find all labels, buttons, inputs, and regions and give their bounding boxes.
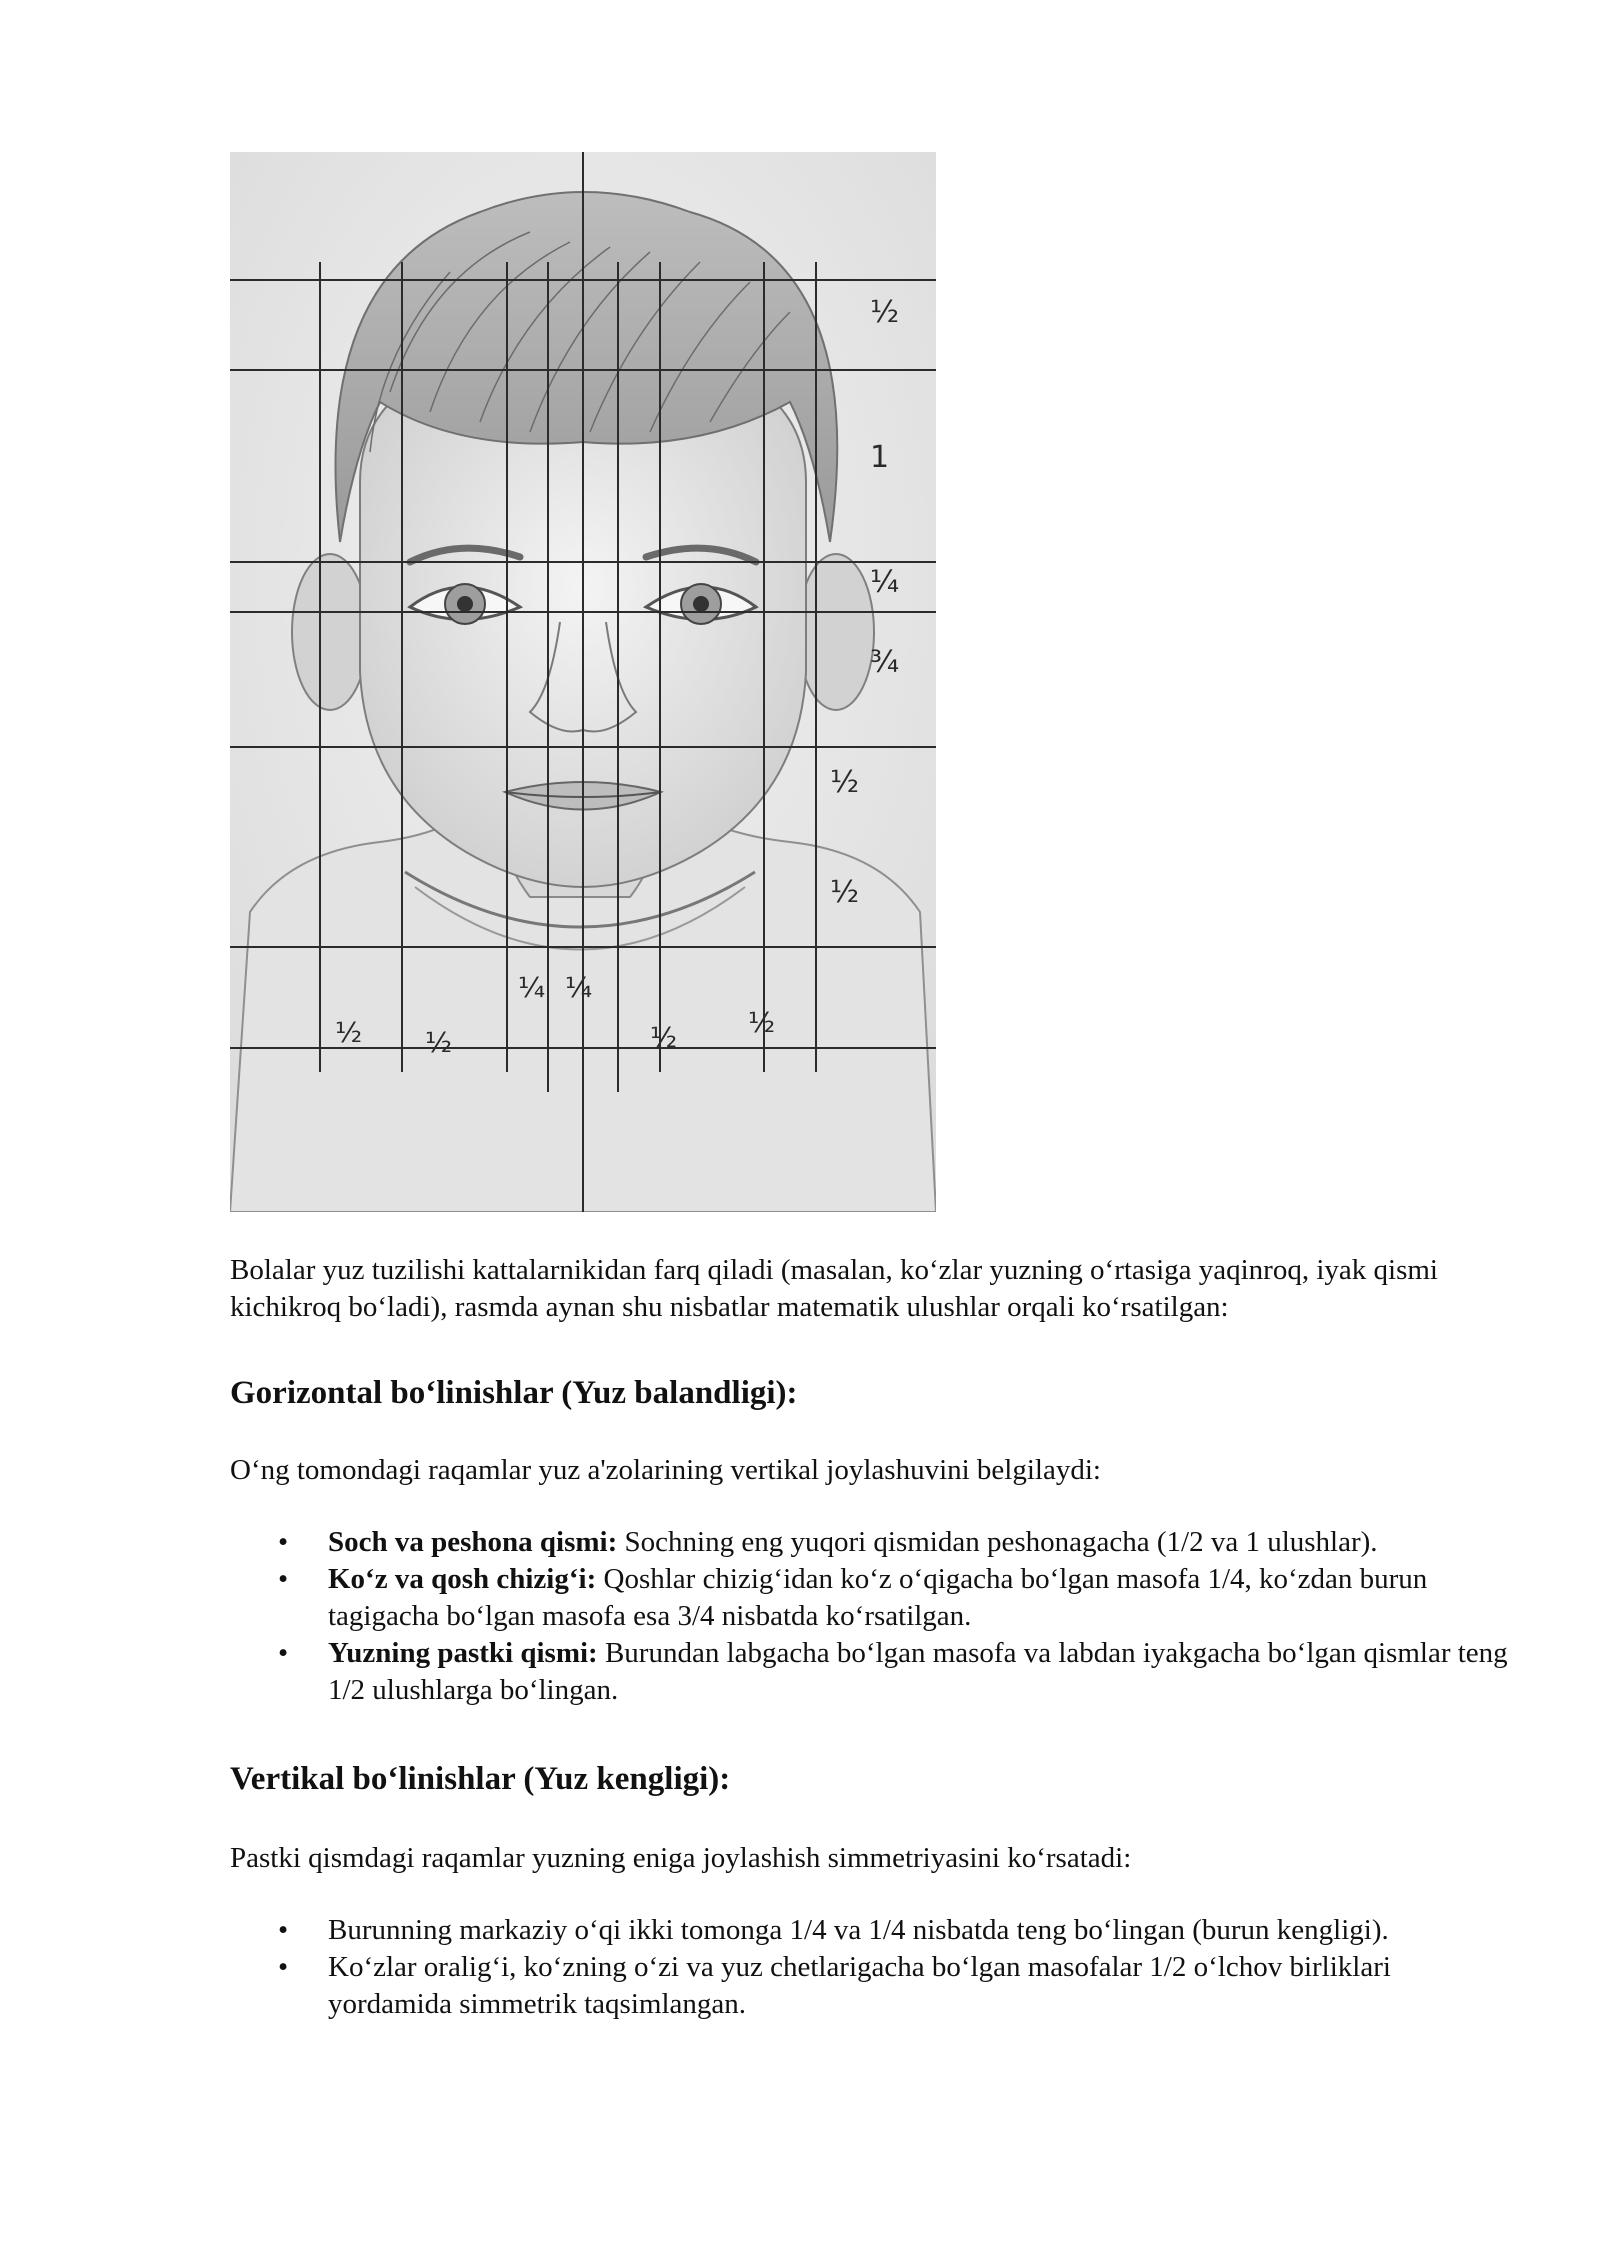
bullet: • [278,1563,289,1595]
list-item-text: Ko‘zlar oralig‘i, ko‘zning o‘zi va yuz chetlarigacha bo‘lgan masofalar 1/2 o‘lchov birliklari yordamida simmetrik taqsimlangan. [328,1951,1391,2020]
list-item-term: Yuzning pastki qismi: [328,1637,598,1669]
right-label-4: ¾ [870,645,900,680]
face-drawing-svg [230,152,936,1212]
section2-heading: Vertikal bo‘linishlar (Yuz kengligi): [230,1761,731,1797]
list-item [230,1635,1520,1709]
section1-lead: O‘ng tomondagi raqamlar yuz a'zolarining vertikal joylashuvini belgilaydi: [230,1454,1101,1486]
bottom-label-1: ½ [335,1016,363,1049]
section1-heading: Gorizontal bo‘linishlar (Yuz balandligi): [230,1375,798,1411]
list-item [230,1524,1520,1561]
bullet: • [278,1951,289,1983]
face-proportion-drawing [230,152,936,1212]
list-item [230,1912,1520,1949]
list-item-term: Ko‘z va qosh chizig‘i: [328,1563,597,1595]
document-body [230,1252,1520,2023]
list-item [230,1561,1520,1635]
section2-lead: Pastki qismdagi raqamlar yuzning eniga joylashish simmetriyasini ko‘rsatadi: [230,1842,1132,1874]
bullet: • [278,1526,289,1558]
list-item [230,1949,1520,2023]
bottom-label-4: ¼ [565,971,593,1004]
right-label-6: ½ [830,875,860,910]
list-item-text: Qoshlar chizig‘idan ko‘z o‘qigacha bo‘lgan masofa 1/4, ko‘zdan burun tagigacha bo‘lgan masofa esa 3/4 nisbatda ko‘rsatilgan. [328,1563,1428,1632]
bottom-label-2: ½ [425,1026,453,1059]
list-item-text: Sochning eng yuqori qismidan peshonagacha (1/2 va 1 ulushlar). [617,1526,1378,1558]
list-item-text: Burundan labgacha bo‘lgan masofa va labdan iyakgacha bo‘lgan qismlar teng 1/2 ulushlarga bo‘lingan. [328,1637,1508,1706]
right-label-1: ½ [870,295,900,330]
right-label-2: 1 [870,440,890,475]
bullet: • [278,1637,289,1669]
right-label-3: ¼ [870,565,900,600]
list-item-term: Soch va peshona qismi: [328,1526,618,1558]
bottom-label-6: ½ [748,1006,776,1039]
bottom-label-3: ¼ [518,971,546,1004]
bottom-label-5: ½ [650,1021,678,1054]
bullet: • [278,1914,289,1946]
intro-paragraph: Bolalar yuz tuzilishi kattalarnikidan farq qiladi (masalan, ko‘zlar yuzning o‘rtasiga yaqinroq, iyak qismi kichikroq bo‘ladi), rasmda aynan shu nisbatlar matematik ulushlar orqali ko‘rsatilgan: [230,1254,1438,1323]
list-item-text: Burunning markaziy o‘qi ikki tomonga 1/4 va 1/4 nisbatda teng bo‘lingan (burun kengligi). [328,1914,1389,1946]
section1-list [230,1524,1520,1709]
section2-list [230,1912,1520,2023]
right-label-5: ½ [830,765,860,800]
